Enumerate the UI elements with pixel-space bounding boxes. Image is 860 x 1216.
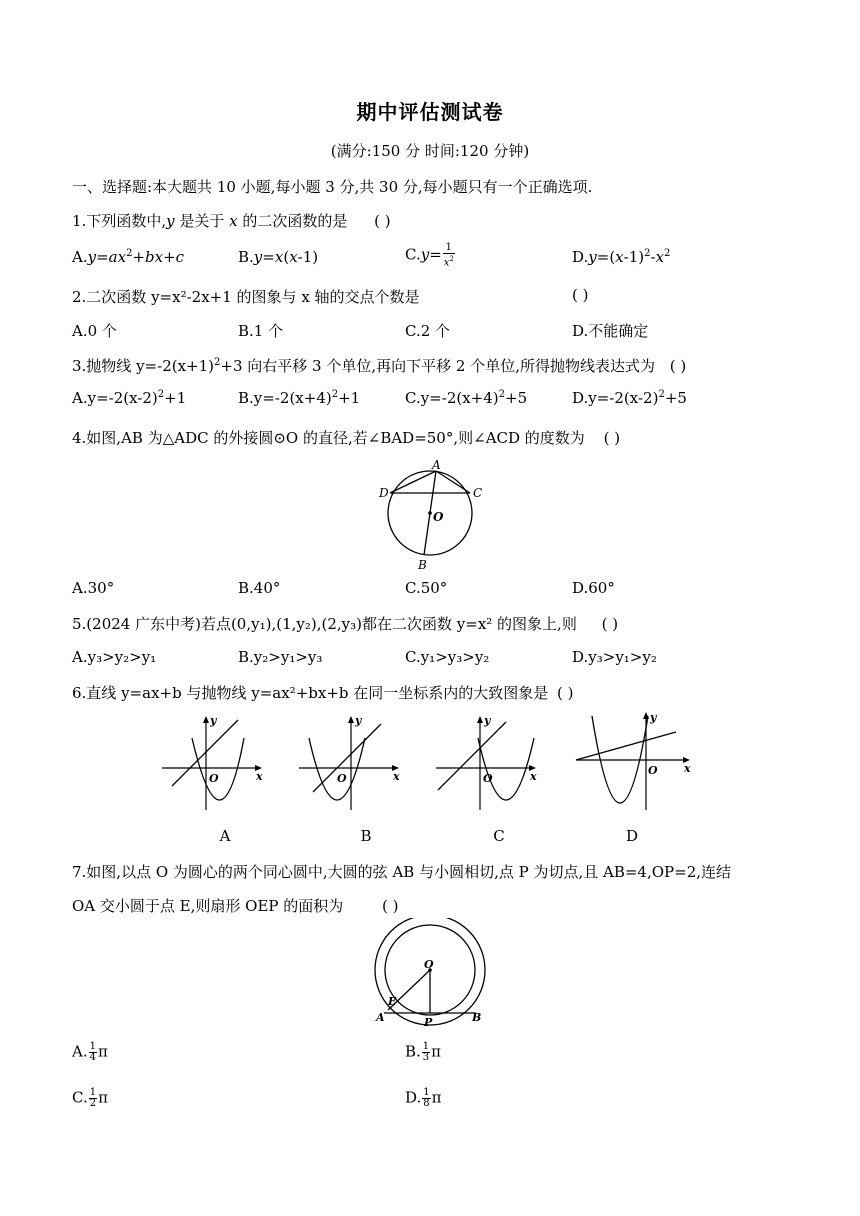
- q1-var-x: x: [229, 212, 238, 230]
- question-7-line-2: [72, 895, 399, 916]
- q7-label-o: O: [424, 958, 434, 971]
- q6c-parabola: [478, 738, 534, 800]
- q5-option-c[interactable]: C.y₁>y₃>y₂: [405, 648, 490, 666]
- q1-opt-b-label: B.: [238, 248, 254, 266]
- q4-circle-figure: [370, 455, 490, 573]
- q4-answer-bracket: ( ): [603, 429, 621, 447]
- svg-text:x: x: [256, 770, 263, 783]
- q7-option-a[interactable]: A. $\frac{1}{4}$ π: [72, 1041, 108, 1063]
- svg-text:y: y: [650, 711, 657, 724]
- q5-text: 5.(2024 广东中考)若点(0,y₁),(1,y₂),(2,y₃)都在二次函数 y=x² 的图象上,则: [72, 615, 577, 633]
- q1-answer-bracket: ( ): [374, 212, 391, 230]
- svg-text:O: O: [337, 772, 347, 785]
- q7-answer-bracket: ( ): [382, 897, 399, 915]
- q6-graph-label-a[interactable]: A: [219, 827, 231, 845]
- svg-text:O: O: [483, 772, 493, 785]
- q4-option-a[interactable]: A.30°: [72, 579, 115, 597]
- q4-option-d[interactable]: D.60°: [572, 579, 615, 597]
- q7-option-c[interactable]: C. $\frac{1}{2}$ π: [72, 1087, 108, 1109]
- page-subtitle: (满分:150 分 时间:120 分钟): [330, 142, 530, 160]
- q3-option-d[interactable]: $D.y=-2(x-2)^2+5$: [572, 389, 687, 407]
- question-5: [72, 613, 618, 634]
- q5-option-a[interactable]: A.y₃>y₂>y₁: [72, 648, 157, 666]
- q7-label-b: B: [472, 1011, 482, 1024]
- q7-option-b[interactable]: B. $\frac{1}{3}$ π: [405, 1041, 442, 1063]
- svg-text:O: O: [648, 764, 658, 777]
- q4-chord-ac: [436, 471, 470, 493]
- q1-opt-d-label: D.: [572, 248, 589, 266]
- q1-text-c: 的二次函数的是: [237, 212, 348, 230]
- q3-text-b: +3 向右平移 3 个单位,再向下平移 2 个单位,所得抛物线表达式为: [220, 357, 655, 375]
- q3-option-a[interactable]: $A.y=-2(x-2)^2+1$: [72, 389, 187, 407]
- q1-option-a[interactable]: $A.y=ax^2+bx+c$: [72, 248, 185, 266]
- svg-text:y: y: [210, 714, 217, 727]
- q2-answer-bracket: ( ): [572, 286, 589, 304]
- q6a-line: [172, 720, 238, 786]
- page-title: 期中评估测试卷: [356, 100, 504, 124]
- q1-var-y: y: [166, 212, 175, 230]
- q6-graph-b: [295, 712, 407, 812]
- q6b-line: [313, 724, 381, 792]
- q1-number: 1.: [72, 212, 87, 230]
- question-4: [72, 427, 620, 448]
- q1-text-b: 是关于: [174, 212, 230, 230]
- q6d-line: [576, 732, 676, 760]
- q7-label-e: E: [388, 995, 397, 1008]
- svg-text:y: y: [355, 714, 362, 727]
- q2-option-c[interactable]: C.2 个: [405, 322, 451, 340]
- q1-c-fraction: $\frac{1}{x^2}$: [443, 242, 454, 269]
- q4-option-b[interactable]: B.40°: [238, 579, 281, 597]
- svg-text:x: x: [393, 770, 400, 783]
- q6-graph-label-b[interactable]: B: [360, 827, 372, 845]
- q6-graph-c: [432, 712, 544, 812]
- q7-label-p: P: [424, 1016, 433, 1029]
- q6-graph-d: [572, 708, 700, 812]
- q1-option-c[interactable]: C.y= $\frac{1}{x^2}$: [405, 242, 454, 269]
- q1-opt-c-label: C.: [405, 245, 421, 264]
- q1-opt-a-label: A.: [72, 248, 88, 266]
- q4-text: 4.如图,AB 为△ADC 的外接圆⊙O 的直径,若∠BAD=50°,则∠ACD 的度数为: [72, 429, 585, 447]
- q6b-parabola: [309, 738, 365, 800]
- q2-text: 2.二次函数 y=x²-2x+1 的图象与 x 轴的交点个数是: [72, 288, 420, 306]
- question-7-line-1: 7.如图,以点 O 为圆心的两个同心圆中,大圆的弦 AB 与小圆相切,点 P 为切点,且 AB=4,OP=2,连结: [72, 863, 732, 881]
- q4-label-d: D: [379, 486, 389, 500]
- q6-answer-bracket: ( ): [557, 684, 574, 702]
- q6a-parabola: [192, 738, 244, 800]
- q6b-y-arrow: [348, 716, 354, 723]
- question-2: [72, 286, 589, 307]
- q7-option-d[interactable]: D. $\frac{1}{8}$ π: [405, 1087, 442, 1109]
- q7-label-a: A: [376, 1011, 385, 1024]
- q4-option-c[interactable]: C.50°: [405, 579, 448, 597]
- svg-text:x: x: [530, 770, 537, 783]
- q6-graph-a: [158, 712, 270, 812]
- q4-label-c: C: [473, 486, 483, 500]
- question-6: [72, 682, 574, 703]
- q3-text-a: 3.抛物线 y=-2(x+1): [72, 357, 215, 375]
- svg-text:x: x: [684, 762, 691, 775]
- q1-option-d[interactable]: $D.y=(x-1)^2-x^2$: [572, 248, 671, 266]
- q6-text: 6.直线 y=ax+b 与抛物线 y=ax²+bx+b 在同一坐标系内的大致图象是: [72, 684, 549, 702]
- q4-label-b: B: [418, 558, 427, 572]
- q6c-y-arrow: [477, 716, 483, 723]
- q6a-y-arrow: [203, 716, 209, 723]
- q5-answer-bracket: ( ): [601, 615, 619, 633]
- q6-graph-label-c[interactable]: C: [493, 827, 505, 845]
- q4-center-dot: [428, 511, 432, 515]
- q1-text-a: 下列函数中,: [86, 212, 167, 230]
- q2-option-b[interactable]: B.1 个: [238, 322, 284, 340]
- q6-graph-label-d[interactable]: D: [625, 827, 639, 845]
- q6c-line: [438, 722, 506, 790]
- q3-answer-bracket: ( ): [669, 357, 687, 375]
- q2-option-a[interactable]: A.0 个: [72, 322, 117, 340]
- q3-option-b[interactable]: $B.y=-2(x+4)^2+1$: [238, 389, 361, 407]
- section-heading: 一、选择题:本大题共 10 小题,每小题 3 分,共 30 分,每小题只有一个正确选项.: [72, 178, 593, 196]
- question-1: [72, 210, 391, 231]
- q1-option-b[interactable]: B.y=x(x-1): [238, 248, 319, 266]
- q5-option-b[interactable]: B.y₂>y₁>y₃: [238, 648, 323, 666]
- q5-option-d[interactable]: D.y₃>y₁>y₂: [572, 648, 657, 666]
- q7-concentric-figure: [366, 918, 496, 1030]
- q7-text-2: OA 交小圆于点 E,则扇形 OEP 的面积为: [72, 897, 344, 915]
- question-3: 3.抛物线 $y=-2(x+1)^2+3$ 向右平移 3 个单位,再向下平移 2 个单位,所得抛物线表达式为 ( ): [72, 357, 687, 375]
- q4-label-a: A: [432, 458, 441, 472]
- svg-text:O: O: [209, 772, 219, 785]
- q2-option-d[interactable]: D.不能确定: [572, 322, 649, 340]
- q3-option-c[interactable]: $C.y=-2(x+4)^2+5$: [405, 389, 528, 407]
- q4-label-o: O: [433, 510, 444, 524]
- svg-text:y: y: [484, 714, 491, 727]
